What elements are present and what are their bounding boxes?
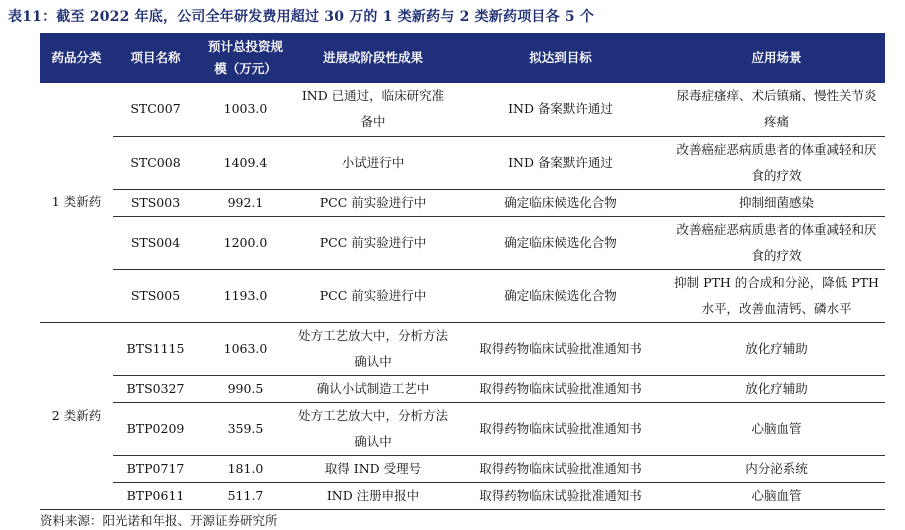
header-progress: 进展或阶段性成果 bbox=[293, 33, 453, 83]
project-name: BTP0611 bbox=[113, 482, 198, 509]
table-row bbox=[40, 189, 885, 216]
progress-text: 处方工艺放大中，分析方法确认中 bbox=[293, 402, 453, 455]
investment-value: 1063.0 bbox=[198, 322, 293, 375]
table-title: 表11：截至 2022 年底，公司全年研发费用超过 30 万的 1 类新药与 2 类新药项目各 5 个 bbox=[8, 9, 595, 25]
target-text: 取得药物临床试验批准通知书 bbox=[453, 402, 668, 455]
investment-value: 1193.0 bbox=[198, 269, 293, 322]
application-text: 抑制细菌感染 bbox=[668, 189, 885, 216]
project-name: STC007 bbox=[113, 83, 198, 136]
target-text: IND 备案默许通过 bbox=[453, 136, 668, 189]
target-text: 取得药物临床试验批准通知书 bbox=[453, 375, 668, 402]
application-text: 改善癌症恶病质患者的体重减轻和厌食的疗效 bbox=[668, 216, 885, 269]
investment-value: 990.5 bbox=[198, 375, 293, 402]
investment-value: 1003.0 bbox=[198, 83, 293, 136]
progress-text: PCC 前实验进行中 bbox=[293, 216, 453, 269]
header-row bbox=[40, 33, 885, 83]
table-row bbox=[40, 402, 885, 455]
application-text: 心脑血管 bbox=[668, 402, 885, 455]
application-text: 抑制 PTH 的合成和分泌，降低 PTH 水平，改善血清钙、磷水平 bbox=[668, 269, 885, 322]
source-note: 资料来源：阳光诺和年报、开源证券研究所 bbox=[40, 513, 278, 528]
progress-text: PCC 前实验进行中 bbox=[293, 189, 453, 216]
progress-text: PCC 前实验进行中 bbox=[293, 269, 453, 322]
application-text: 放化疗辅助 bbox=[668, 322, 885, 375]
investment-value: 181.0 bbox=[198, 455, 293, 482]
application-text: 尿毒症瘙痒、术后镇痛、慢性关节炎疼痛 bbox=[668, 83, 885, 136]
investment-value: 511.7 bbox=[198, 482, 293, 509]
table-row bbox=[40, 269, 885, 322]
project-name: STS005 bbox=[113, 269, 198, 322]
project-name: BTS1115 bbox=[113, 322, 198, 375]
target-text: 确定临床候选化合物 bbox=[453, 216, 668, 269]
progress-text: 小试进行中 bbox=[293, 136, 453, 189]
table-row bbox=[40, 322, 885, 375]
application-text: 心脑血管 bbox=[668, 482, 885, 509]
progress-text: 取得 IND 受理号 bbox=[293, 455, 453, 482]
target-text: 取得药物临床试验批准通知书 bbox=[453, 455, 668, 482]
header-application: 应用场景 bbox=[668, 33, 885, 83]
target-text: 取得药物临床试验批准通知书 bbox=[453, 482, 668, 509]
project-name: BTP0717 bbox=[113, 455, 198, 482]
progress-text: IND 注册申报中 bbox=[293, 482, 453, 509]
table-row bbox=[40, 482, 885, 509]
table-row bbox=[40, 375, 885, 402]
project-name: STS003 bbox=[113, 189, 198, 216]
project-name: STC008 bbox=[113, 136, 198, 189]
header-investment: 预计总投资规模（万元） bbox=[198, 33, 293, 83]
target-text: IND 备案默许通过 bbox=[453, 83, 668, 136]
project-name: STS004 bbox=[113, 216, 198, 269]
table-row bbox=[40, 136, 885, 189]
target-text: 确定临床候选化合物 bbox=[453, 189, 668, 216]
investment-value: 1409.4 bbox=[198, 136, 293, 189]
category-cell: 2 类新药 bbox=[40, 322, 113, 509]
investment-value: 1200.0 bbox=[198, 216, 293, 269]
header-project-name: 项目名称 bbox=[113, 33, 198, 83]
progress-text: 处方工艺放大中，分析方法确认中 bbox=[293, 322, 453, 375]
project-name: BTS0327 bbox=[113, 375, 198, 402]
application-text: 放化疗辅助 bbox=[668, 375, 885, 402]
category-cell: 1 类新药 bbox=[40, 83, 113, 322]
header-target: 拟达到目标 bbox=[453, 33, 668, 83]
project-name: BTP0209 bbox=[113, 402, 198, 455]
target-text: 确定临床候选化合物 bbox=[453, 269, 668, 322]
table-row bbox=[40, 83, 885, 136]
header-category: 药品分类 bbox=[40, 33, 113, 83]
investment-value: 359.5 bbox=[198, 402, 293, 455]
application-text: 改善癌症恶病质患者的体重减轻和厌食的疗效 bbox=[668, 136, 885, 189]
progress-text: IND 已通过，临床研究准备中 bbox=[293, 83, 453, 136]
table-row bbox=[40, 216, 885, 269]
application-text: 内分泌系统 bbox=[668, 455, 885, 482]
drug-projects-table bbox=[40, 33, 885, 510]
table-row bbox=[40, 455, 885, 482]
investment-value: 992.1 bbox=[198, 189, 293, 216]
progress-text: 确认小试制造工艺中 bbox=[293, 375, 453, 402]
target-text: 取得药物临床试验批准通知书 bbox=[453, 322, 668, 375]
